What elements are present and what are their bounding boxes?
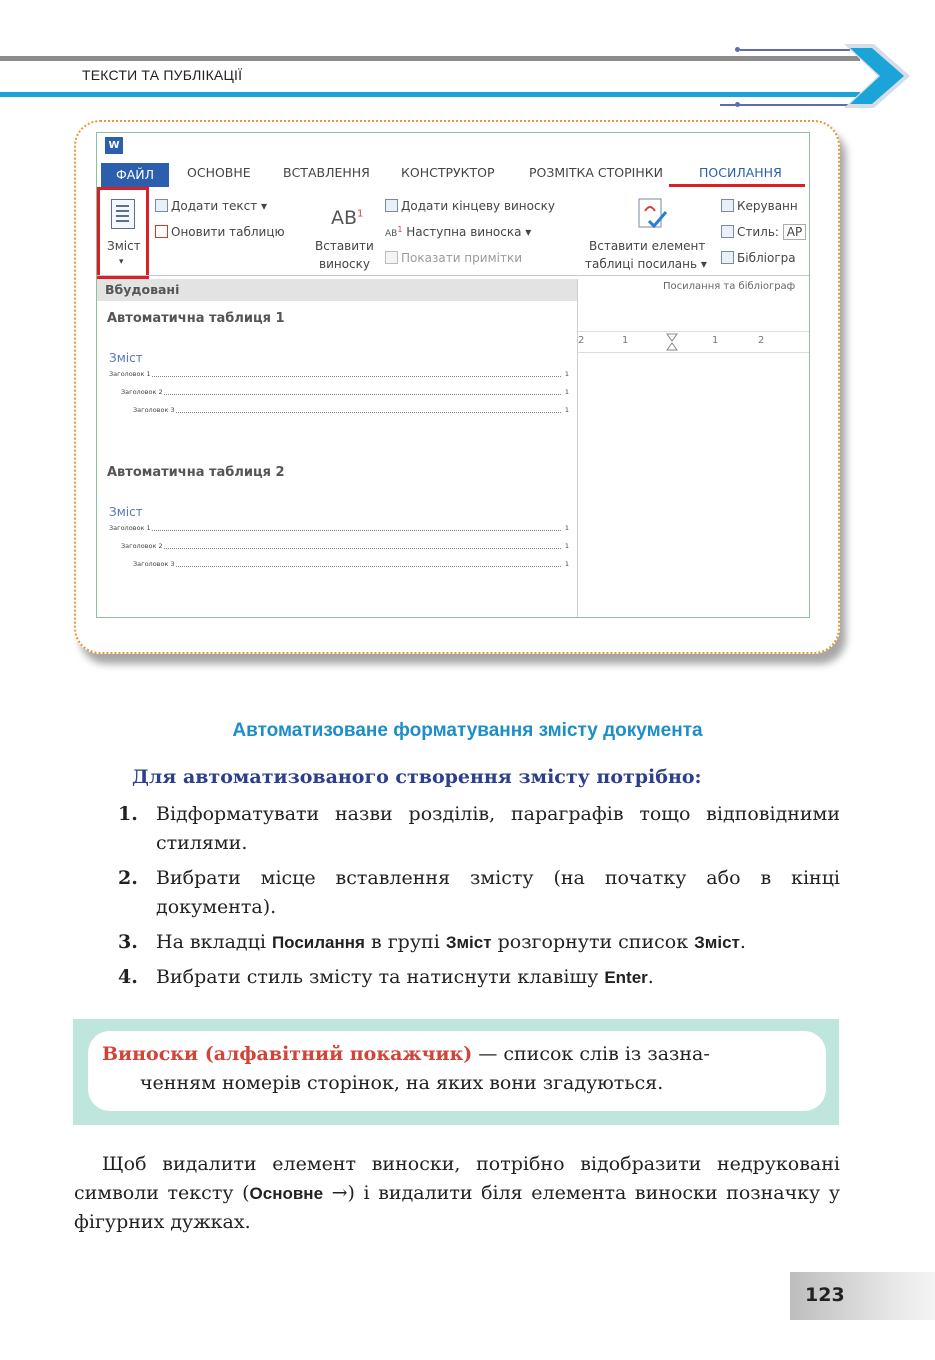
- gallery-header: Вбудовані: [97, 279, 577, 301]
- endnote-icon: [385, 199, 398, 212]
- header-chevron-icon: [840, 42, 912, 110]
- header-deco-dot: [735, 102, 740, 107]
- header-deco-dot: [735, 47, 740, 52]
- list-item: 3. На вкладці Посилання в групі Зміст розгорнути список Зміст.: [118, 931, 746, 953]
- manage-sources-button[interactable]: Керуванн: [721, 199, 798, 213]
- definition-term: Виноски (алфавітний покажчик): [102, 1043, 473, 1065]
- definition-text: Виноски (алфавітний покажчик) — список слів із зазна- ченням номерів сторінок, на яких вони згадуються.: [102, 1043, 710, 1094]
- update-table-icon: [155, 225, 168, 238]
- steps-list: [118, 800, 840, 998]
- word-logo-icon: W: [105, 137, 123, 154]
- page-number: 123: [805, 1284, 845, 1306]
- gallery-item-title[interactable]: Автоматична таблиця 1: [107, 311, 285, 326]
- insert-footnote-label-1[interactable]: Вставити: [315, 239, 374, 253]
- toc-button[interactable]: [97, 187, 149, 279]
- chevron-down-icon: ▾: [119, 257, 124, 267]
- style-selector[interactable]: Стиль: AP: [721, 225, 806, 239]
- next-footnote-button[interactable]: $AB^1$ Наступна виноска ▾: [385, 225, 532, 239]
- style-icon: [721, 225, 734, 238]
- tab-design[interactable]: КОНСТРУКТОР: [401, 165, 495, 180]
- show-notes-button[interactable]: Показати примітки: [385, 251, 522, 265]
- lead-sentence: Для автоматизованого створення змісту потрібно:: [132, 766, 702, 788]
- tab-references[interactable]: ПОСИЛАННЯ: [699, 165, 782, 180]
- header-rule-grey: [0, 56, 860, 61]
- tab-layout[interactable]: РОЗМІТКА СТОРІНКИ: [529, 165, 663, 180]
- tab-insert[interactable]: ВСТАВЛЕННЯ: [283, 165, 370, 180]
- ribbon-bottom-rule: [97, 275, 809, 276]
- list-item: 2. Вибрати місце вставлення змісту (на початку або в кінці документа).: [118, 867, 840, 918]
- list-item: 4. Вибрати стиль змісту та натиснути клавішу Enter.: [118, 966, 654, 988]
- bibliography-icon: [721, 251, 734, 264]
- toc-preview-row: Заголовок 1 1: [109, 524, 569, 532]
- section-title: Автоматизоване форматування змісту документа: [232, 720, 703, 741]
- ruler-indent-marker-icon[interactable]: [666, 333, 678, 351]
- toc-preview-row: Заголовок 2 1: [121, 388, 569, 396]
- running-header-title: ТЕКСТИ ТА ПУБЛІКАЦІЇ: [82, 67, 243, 83]
- insert-citation-label-1[interactable]: Вставити елемент: [589, 239, 706, 253]
- active-tab-indicator: [669, 184, 805, 187]
- update-table-button[interactable]: Оновити таблицю: [155, 225, 285, 239]
- insert-citation-icon: [633, 197, 673, 233]
- manage-icon: [721, 199, 734, 212]
- tab-home[interactable]: ОСНОВНЕ: [187, 165, 251, 180]
- footnote-ab-icon: $AB^1$: [331, 207, 364, 229]
- toc-preview-heading: Зміст: [109, 505, 143, 519]
- toc-preview-heading: Зміст: [109, 351, 143, 365]
- toc-gallery: [97, 279, 578, 617]
- toc-button-label: Зміст: [107, 239, 141, 253]
- header-deco-line: [740, 49, 850, 51]
- header-rule-blue: [0, 92, 860, 97]
- add-endnote-button[interactable]: Додати кінцеву виноску: [385, 199, 555, 213]
- toc-preview-row: Заголовок 3 1: [133, 406, 569, 414]
- ribbon-group-label: Посилання та бібліограф: [663, 281, 796, 292]
- word-window: [96, 132, 810, 618]
- ruler: 2 1 1 2: [578, 331, 809, 353]
- insert-citation-label-2[interactable]: таблиці посилань ▾: [585, 257, 707, 271]
- bibliography-button[interactable]: Бібліогра: [721, 251, 796, 265]
- list-item: 1. Відформатувати назви розділів, параграфів тощо відповідними стилями.: [118, 803, 840, 854]
- add-text-button[interactable]: Додати текст ▾: [155, 199, 267, 213]
- notes-icon: [385, 251, 398, 264]
- gallery-item-title[interactable]: Автоматична таблиця 2: [107, 465, 285, 480]
- body-paragraph: Щоб видалити елемент виноски, потрібно відобразити недруковані символи тексту (Основне →) і видалити біля елемента виноски позначку у фігурних дужках.: [74, 1153, 841, 1233]
- toc-preview-row: Заголовок 1 1: [109, 370, 569, 378]
- document-area: [578, 279, 809, 617]
- tab-file[interactable]: ФАЙЛ: [101, 163, 169, 187]
- add-text-icon: [155, 199, 168, 212]
- insert-footnote-label-2[interactable]: виноску: [319, 257, 371, 271]
- toc-preview-row: Заголовок 2 1: [121, 542, 569, 550]
- toc-preview-row: Заголовок 3 1: [133, 560, 569, 568]
